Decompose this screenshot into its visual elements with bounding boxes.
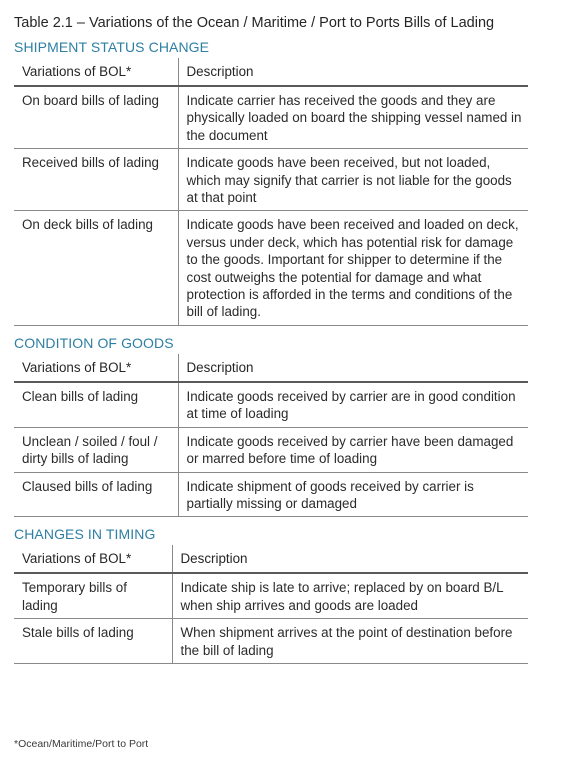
column-header-variations: Variations of BOL* [14, 354, 178, 382]
document-page [14, 12, 528, 664]
footnote: *Ocean/Maritime/Port to Port [14, 738, 149, 750]
variation-cell: Unclean / soiled / foul / dirty bills of lading [14, 427, 178, 472]
description-cell: Indicate goods received by carrier have been damaged or marred before time of loading [178, 427, 528, 472]
variation-cell: On board bills of lading [14, 86, 178, 149]
variation-cell: Temporary bills of lading [14, 573, 172, 618]
table-title: Table 2.1 – Variations of the Ocean / Maritime / Port to Ports Bills of Lading [14, 15, 495, 31]
description-cell: Indicate goods received by carrier are in good condition at time of loading [178, 382, 528, 427]
table-row [14, 619, 528, 664]
section-heading-shipment-status: SHIPMENT STATUS CHANGE [14, 39, 210, 55]
table-header-row [14, 354, 528, 382]
table-header-row [14, 545, 528, 573]
section-heading-condition-of-goods: CONDITION OF GOODS [14, 334, 174, 351]
description-cell: When shipment arrives at the point of destination before the bill of lading [172, 619, 528, 664]
section-heading-changes-in-timing: CHANGES IN TIMING [14, 526, 156, 543]
description-cell: Indicate shipment of goods received by carrier is partially missing or damaged [178, 472, 528, 517]
column-header-description: Description [178, 58, 528, 86]
table-changes-in-timing [14, 545, 528, 664]
description-cell: Indicate goods have been received, but not loaded, which may signify that carrier is not liable for the goods at that point [178, 149, 528, 211]
variation-cell: Received bills of lading [14, 149, 178, 211]
description-cell: Indicate goods have been received and loaded on deck, versus under deck, which has potential risk for damage to the goods. Important for shipper to determine if the cost outweighs the potential for damage and what protection is afforded in the terms and conditions of the bill of lading. [178, 211, 528, 325]
column-header-description: Description [172, 545, 528, 573]
table-header-row [14, 58, 528, 86]
table-row [14, 86, 528, 149]
table-shipment-status [14, 58, 528, 326]
variation-cell: On deck bills of lading [14, 211, 178, 325]
description-cell: Indicate carrier has received the goods and they are physically loaded on board the shipping vessel named in the document [178, 86, 528, 149]
variation-cell: Stale bills of lading [14, 619, 172, 664]
column-header-variations: Variations of BOL* [14, 58, 178, 86]
description-cell: Indicate ship is late to arrive; replaced by on board B/L when ship arrives and goods are loaded [172, 573, 528, 618]
table-condition-of-goods [14, 354, 528, 517]
table-row [14, 211, 528, 325]
table-row [14, 149, 528, 211]
table-row [14, 427, 528, 472]
table-row [14, 573, 528, 618]
column-header-variations: Variations of BOL* [14, 545, 172, 573]
column-header-description: Description [178, 354, 528, 382]
table-row [14, 382, 528, 427]
variation-cell: Claused bills of lading [14, 472, 178, 517]
variation-cell: Clean bills of lading [14, 382, 178, 427]
table-row [14, 472, 528, 517]
